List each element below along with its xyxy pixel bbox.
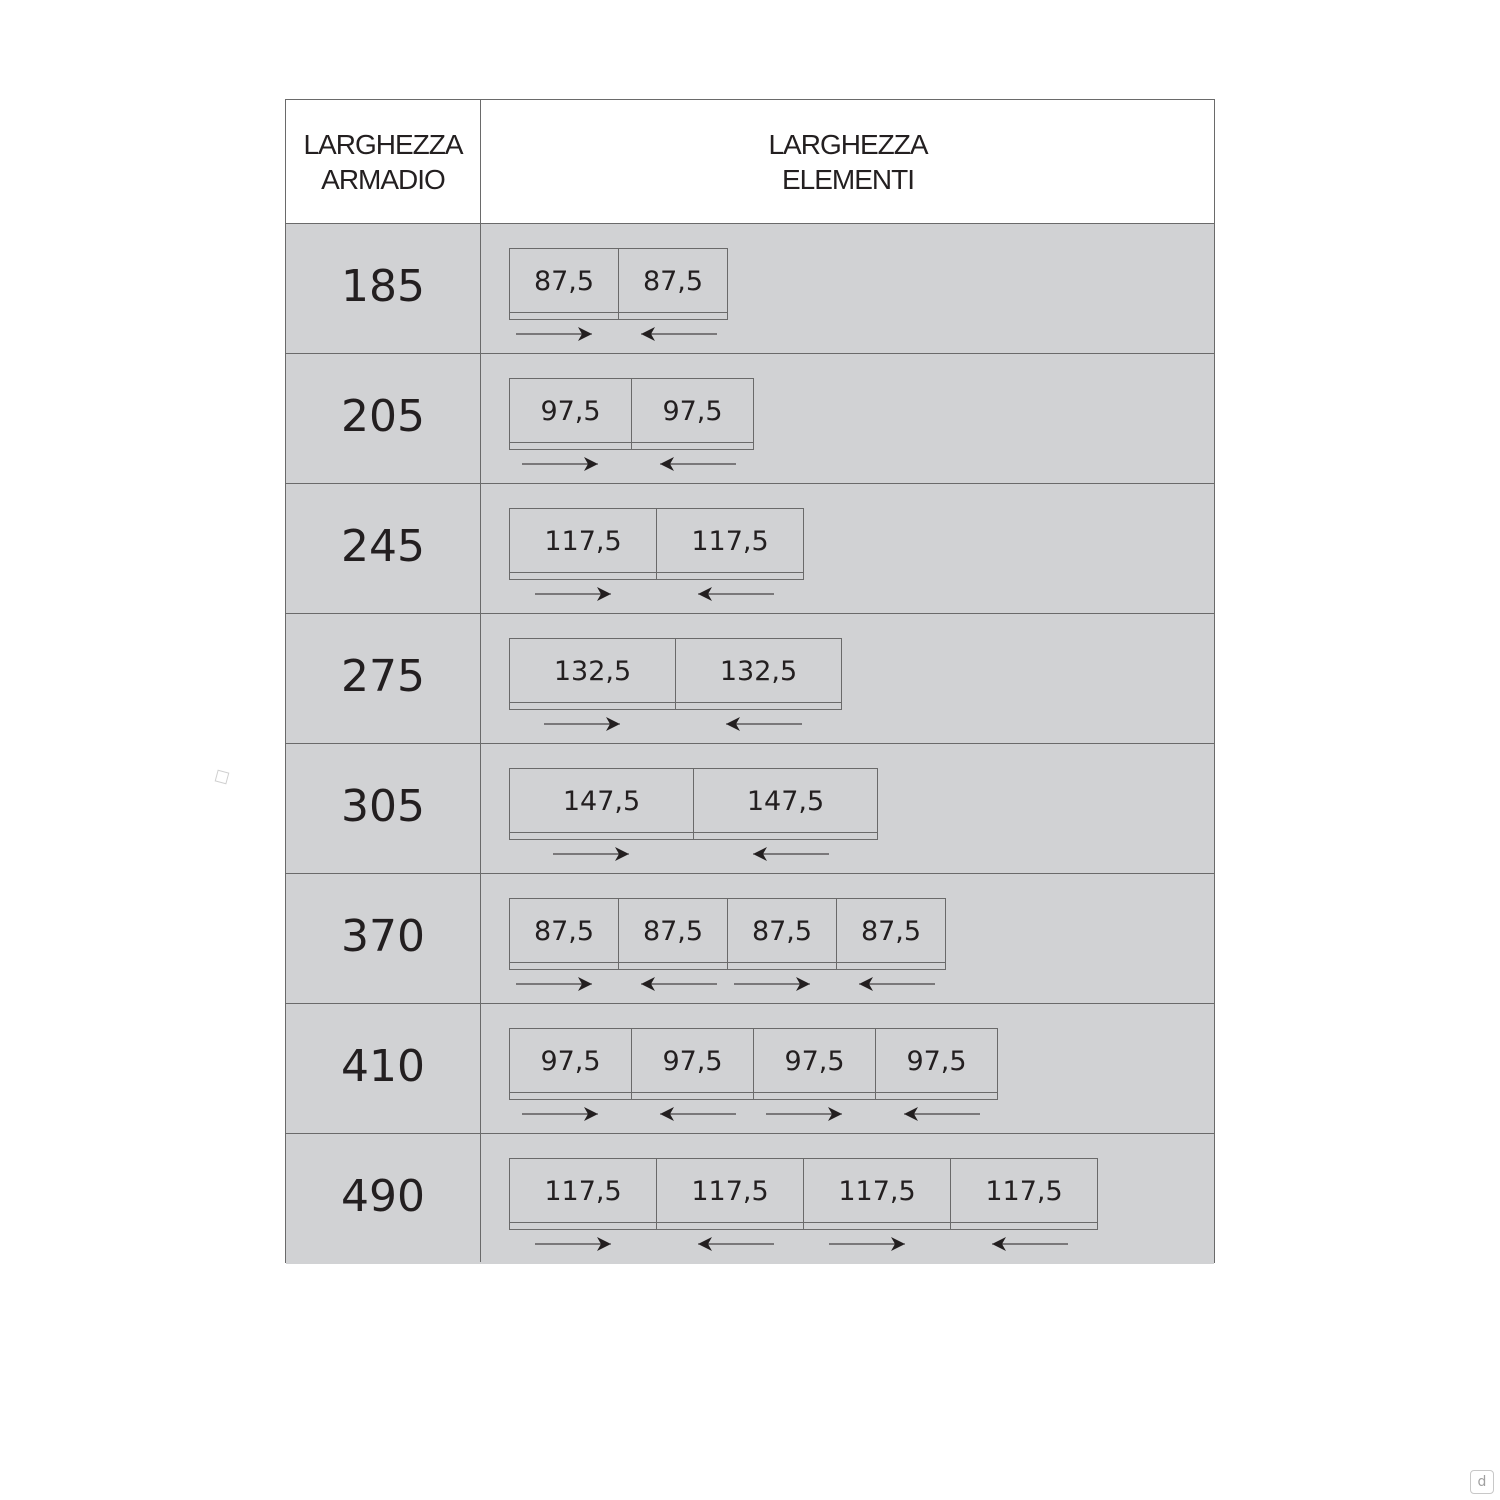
arrow-right-icon	[521, 1106, 599, 1122]
arrow-right-icon	[765, 1106, 843, 1122]
arrow-right-icon	[521, 456, 599, 472]
stray-mark	[215, 770, 230, 785]
sliding-door-element	[803, 1158, 951, 1230]
element-width-label: 87,5	[860, 915, 922, 947]
arrow-left-icon	[725, 716, 803, 732]
header-wardrobe-width	[286, 100, 480, 223]
sliding-door-element	[753, 1028, 876, 1100]
arrow-left-icon	[697, 1236, 775, 1252]
arrow-right-icon	[515, 976, 593, 992]
element-width-label: 117,5	[544, 525, 622, 557]
sliding-door-element	[675, 638, 842, 710]
sliding-door-element	[509, 378, 632, 450]
element-width-label: 117,5	[691, 525, 769, 557]
sliding-door-element	[509, 768, 694, 840]
sliding-door-element	[618, 248, 728, 320]
sliding-door-element	[509, 248, 619, 320]
element-width-label: 132,5	[553, 655, 632, 687]
element-width-label: 87,5	[642, 265, 704, 297]
element-rail-line	[676, 702, 841, 703]
table-row	[286, 1134, 1214, 1264]
element-rail-line	[728, 962, 836, 963]
header-element-width-line1: LARGHEZZA	[768, 128, 928, 160]
wardrobe-width-value: 490	[341, 1170, 425, 1222]
wardrobe-width-value: 205	[341, 390, 425, 442]
element-rail-line	[694, 832, 877, 833]
wardrobe-width-value: 185	[341, 260, 425, 312]
column-divider	[480, 100, 481, 1262]
table-row	[286, 874, 1214, 1004]
sliding-door-element	[509, 898, 619, 970]
table-row	[286, 744, 1214, 874]
arrow-left-icon	[659, 456, 737, 472]
arrow-left-icon	[903, 1106, 981, 1122]
wardrobe-width-table	[285, 99, 1215, 1263]
element-rail-line	[657, 1222, 803, 1223]
element-width-label: 147,5	[746, 785, 825, 817]
element-width-label: 87,5	[533, 915, 595, 947]
table-header	[286, 100, 1214, 224]
sliding-door-element	[950, 1158, 1098, 1230]
element-width-label: 132,5	[719, 655, 798, 687]
table-row	[286, 484, 1214, 614]
element-rail-line	[510, 312, 618, 313]
element-rail-line	[632, 1092, 753, 1093]
sliding-door-element	[509, 508, 657, 580]
wardrobe-width-value: 370	[341, 910, 425, 962]
sliding-door-element	[509, 1028, 632, 1100]
element-width-label: 117,5	[544, 1175, 622, 1207]
element-rail-line	[510, 1222, 656, 1223]
arrow-right-icon	[733, 976, 811, 992]
header-wardrobe-width-line1: LARGHEZZA	[303, 128, 463, 160]
element-rail-line	[619, 962, 727, 963]
arrow-right-icon	[534, 586, 612, 602]
sliding-door-element	[631, 1028, 754, 1100]
element-width-label: 87,5	[533, 265, 595, 297]
corner-logo-mark: d	[1470, 1470, 1494, 1494]
sliding-door-element	[509, 1158, 657, 1230]
arrow-right-icon	[552, 846, 630, 862]
element-rail-line	[510, 702, 675, 703]
header-wardrobe-width-line2: ARMADIO	[321, 163, 445, 195]
element-rail-line	[837, 962, 945, 963]
arrow-left-icon	[659, 1106, 737, 1122]
table-row	[286, 614, 1214, 744]
element-rail-line	[876, 1092, 997, 1093]
element-rail-line	[804, 1222, 950, 1223]
sliding-door-element	[631, 378, 754, 450]
element-rail-line	[510, 572, 656, 573]
arrow-left-icon	[752, 846, 830, 862]
arrow-left-icon	[640, 326, 718, 342]
sliding-door-element	[727, 898, 837, 970]
arrow-left-icon	[640, 976, 718, 992]
sliding-door-element	[656, 1158, 804, 1230]
element-width-label: 97,5	[784, 1045, 845, 1077]
element-rail-line	[951, 1222, 1097, 1223]
arrow-right-icon	[828, 1236, 906, 1252]
wardrobe-width-value: 245	[341, 520, 425, 572]
table-row	[286, 1004, 1214, 1134]
wardrobe-width-value: 305	[341, 780, 425, 832]
element-width-label: 97,5	[540, 1045, 601, 1077]
element-width-label: 97,5	[662, 1045, 723, 1077]
arrow-left-icon	[858, 976, 936, 992]
element-width-label: 97,5	[662, 395, 723, 427]
sliding-door-element	[693, 768, 878, 840]
sliding-door-element	[836, 898, 946, 970]
sliding-door-element	[618, 898, 728, 970]
wardrobe-width-value: 275	[341, 650, 425, 702]
header-element-width	[481, 100, 1215, 223]
element-width-label: 147,5	[562, 785, 641, 817]
element-width-label: 97,5	[906, 1045, 967, 1077]
element-width-label: 87,5	[751, 915, 813, 947]
element-width-label: 97,5	[540, 395, 601, 427]
table-row	[286, 354, 1214, 484]
arrow-right-icon	[534, 1236, 612, 1252]
element-rail-line	[657, 572, 803, 573]
element-rail-line	[632, 442, 753, 443]
sliding-door-element	[875, 1028, 998, 1100]
arrow-right-icon	[543, 716, 621, 732]
element-rail-line	[619, 312, 727, 313]
wardrobe-width-value: 410	[341, 1040, 425, 1092]
sliding-door-element	[656, 508, 804, 580]
element-rail-line	[754, 1092, 875, 1093]
element-rail-line	[510, 832, 693, 833]
header-element-width-line2: ELEMENTI	[781, 163, 915, 195]
arrow-right-icon	[515, 326, 593, 342]
arrow-left-icon	[991, 1236, 1069, 1252]
arrow-left-icon	[697, 586, 775, 602]
element-width-label: 87,5	[642, 915, 704, 947]
element-rail-line	[510, 1092, 631, 1093]
element-width-label: 117,5	[838, 1175, 916, 1207]
element-rail-line	[510, 962, 618, 963]
element-width-label: 117,5	[985, 1175, 1063, 1207]
sliding-door-element	[509, 638, 676, 710]
element-rail-line	[510, 442, 631, 443]
element-width-label: 117,5	[691, 1175, 769, 1207]
table-row	[286, 224, 1214, 354]
